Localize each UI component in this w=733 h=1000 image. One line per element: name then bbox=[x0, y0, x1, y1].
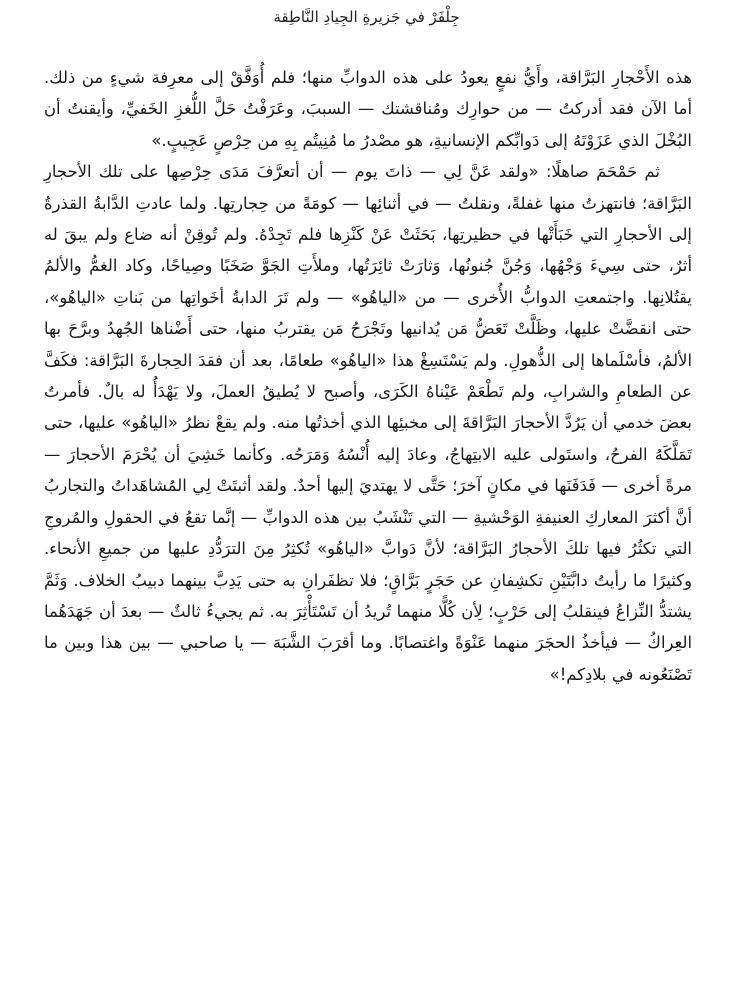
paragraph-dialogue: ثم حَمْحَمَ صاهلًا: «ولقد عَنَّ لِي — ذاتَ يوم — أن أتعرَّفَ مَدَى حِرْصِها على تلك الأحجارِ البَرَّاقة؛ فانتهزتُ منها غفلةً، ونقلتُ — في أثنائِها — كومَةً من حِجارتِها. ولما عادتِ الدَّابةُ القذرةُ إلى الأحجارِ التي خَبَأَتْها في حظيرتِها، بَحَثَتْ عَنْ كَنْزِها فلم تَجِدْهُ. ولم تُوقِنْ أنه ضاع ولم يبقَ له أثرٌ، حتى سِيءَ وَجْهُها، وَجُنَّ جُنونُها، وَثارَتْ ثائِرَتُها، وملأَتِ الجَوَّ صَخَبًا وصِياحًا، وكاد الغمُّ والألمُ يقتُلانِها. واجتمعتِ الدوابُّ الأُخرى — من «الياهُو» — ولم تَرَ الدابةُ أخَواتِها من بَناتِ «الياهُو»، حتى انقضَّتْ عليها، وظَلَّتْ تَعَضُّ مَن يُدانيها وتَجْرَحُ مَن يقتربُ منها، حتى أَضْناها الجُهدُ وبرَّحَ بها الألمُ، فأسْلَماها إلى الذُّهولِ. ولم يَسْتَسِغْ هذا «الياهُو» طعامًا، بعد أن فقدَ الحِجارةَ البَرَّاقة: فكَفَّ عن الطعامِ والشرابِ، ولم تَطْعَمْ عَيْناهُ الكَرَى، وأصبح لا يُطيقُ العملَ، ولا يَهْدَأُ له بالٌ. فأمرتُ بعضَ خدمي أن يَرُدَّ الأحجارَ البَرَّاقةَ إلى مخبئِها الذي أخذتُها منه. ولم يقعْ نظرُ «الياهُو» عليها، حتى تَمَلَّكَهُ الفرحُ، واستَولى عليه الابتِهاجُ، وعادَ إليه أُنْسُهُ وَمَرَحُه. وكأنما خَشِيَ أن يُحْرَمَ الأحجارَ — مرةً أخرى — فَدَفَنَها في مكانٍ آخرَ؛ حَتَّى لا يهتديَ إليها أحدٌ. ولقد أثبتَتْ لِي المُشاهَداتُ والتجاربُ أنَّ أكثرَ المعاركِ العنيفةِ الوَحْشيةِ — التي تَنْشَبُ بين هذه الدوابِّ — إنَّما تقعُ في الحقولِ والمُروجِ التي تكثُرُ فيها تلكَ الأحجارُ البَرَّاقة؛ لأنَّ دَوابَّ «الياهُو» تُكثِرُ مِنَ الترَدُّدِ عليها من جميعِ الأنحاء. وكثيرًا ما رأيتُ دابَّتَيْنِ تكشِفانِ عن حَجَرٍ بَرَّاقٍ؛ فلا تظفَرانِ به حتى يَدِبَّ بينهما دبيبُ الخلاف. وَثَمَّ يشتدُّ النِّزاعُ فينقلبُ إلى حَرْبٍ؛ لِأن كُلًّا منهما تُريدُ أن تَسْتَأْثِرَ به. ثم يجيءُ ثالثٌ — بعدَ أن جَهَدَهُما العِراكُ — فيأخذُ الحجَرَ منهما عَنْوَةً واغتصابًا. وما أقرَبَ الشَّبَهَ — يا صاحبي — بين هذا وبين ما تَصْنَعُونه في بلادِكم!» bbox=[44, 162, 692, 684]
paragraph-continuation: هذه الأَحْجارِ البَرَّاقة، وأَيُّ نفعٍ يعودُ على هذه الدوابِّ منها؛ فلم أُوَفَّقْ إلى معرِفة شيءٍ من ذلك. أما الآن فقد أدركتُ — من حوارِك ومُناقشتك — السببَ، وعَرَفْتُ حَلَّ اللُّغزِ الخَفيِّ، وأيقنتُ أن البُخْلَ الذي عَزَوْتَهُ إلى دَوابِّكم الإنسانيةِ، هو مصْدرُ ما مُنِيتُم بِهِ من حِرْصٍ عَجِيبٍ.» bbox=[44, 68, 692, 150]
body-text bbox=[44, 62, 692, 690]
running-header: جِلْفَرْ في جَزيرةِ الجِيادِ النَّاطِقة bbox=[273, 8, 460, 26]
